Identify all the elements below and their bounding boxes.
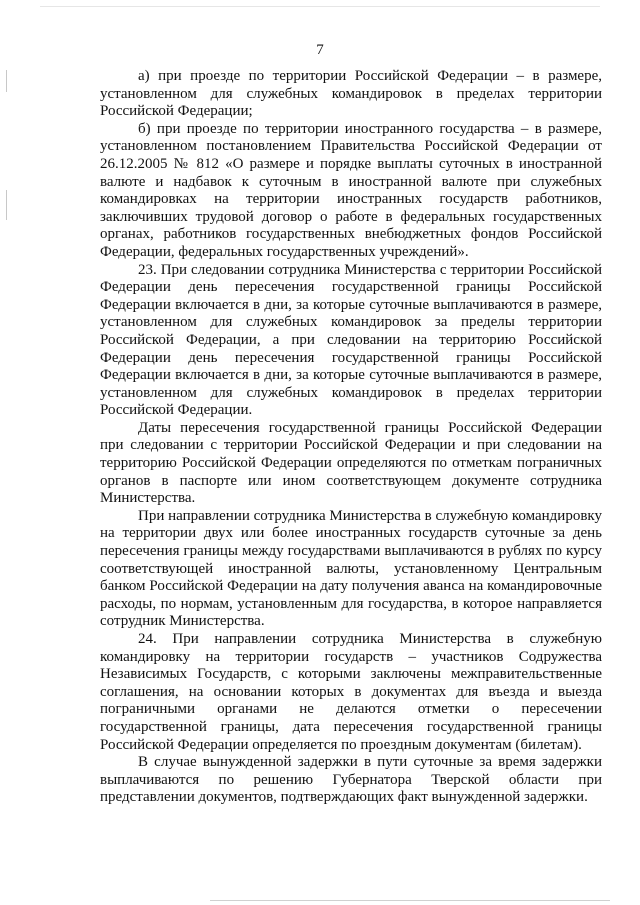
paragraph-23: 23. При следовании сотрудника Министерства с территории Российской Федерации день пересечения государственной границы Российской Федерации включается в дни, за которые суточные выплачиваются в размере, установленном для служебных командировок за пределы территории Российской Федерации, а при следовании на территорию Российской Федерации день пересечения государственной границы Российской Федерации включается в дни, за которые суточные выплачиваются в размере, установленном для служебных командировок в пределах территории Российской Федерации. (100, 261, 602, 419)
paragraph-border-dates: Даты пересечения государственной границы Российской Федерации при следовании с территории Российской Федерации и при следовании на территорию Российской Федерации определяются по отметкам пограничных органов в паспорте или ином соответствующем документе сотрудника Министерства. (100, 419, 602, 507)
scan-bottom-edge (210, 900, 610, 901)
document-body (100, 68, 602, 807)
scan-margin-mark (6, 70, 7, 92)
page-number: 7 (316, 42, 324, 58)
scan-margin-mark (6, 190, 7, 220)
paragraph-a: а) при проезде по территории Российской Федерации – в размере, установленном для служебных командировок в пределах территории Российской Федерации; (100, 68, 602, 120)
paragraph-forced-delay: В случае вынужденной задержки в пути суточные за время задержки выплачиваются по решению Губернатора Тверской области при представлении документов, подтверждающих факт вынужденной задержки. (100, 754, 602, 806)
paragraph-multiple-states: При направлении сотрудника Министерства в служебную командировку на территории двух или более иностранных государств суточные за день пересечения границы между государствами выплачиваются в рублях по курсу соответствующей иностранной валюты, установленному Центральным банком Российской Федерации на дату получения аванса на командировочные расходы, по нормам, установленным для государства, в которое направляется сотрудник Министерства. (100, 507, 602, 630)
paragraph-b: б) при проезде по территории иностранного государства – в размере, установленном постановлением Правительства Российской Федерации от 26.12.2005 № 812 «О размере и порядке выплаты суточных в иностранной валюте и надбавок к суточным в иностранной валюте при служебных командировках на территории иностранных государств работников, заключивших трудовой договор о работе в федеральных государственных органах, работников государственных внебюджетных фондов Российской Федерации, федеральных государственных учреждений». (100, 120, 602, 260)
scan-top-edge (40, 6, 600, 7)
paragraph-24: 24. При направлении сотрудника Министерства в служебную командировку на территории государств – участников Содружества Независимых Государств, с которыми заключены межправительственные соглашения, на основании которых в документах для въезда и выезда пограничными органами не делаются отметки о пересечении государственной границы, дата пересечения государственной границы Российской Федерации определяется по проездным документам (билетам). (100, 631, 602, 753)
